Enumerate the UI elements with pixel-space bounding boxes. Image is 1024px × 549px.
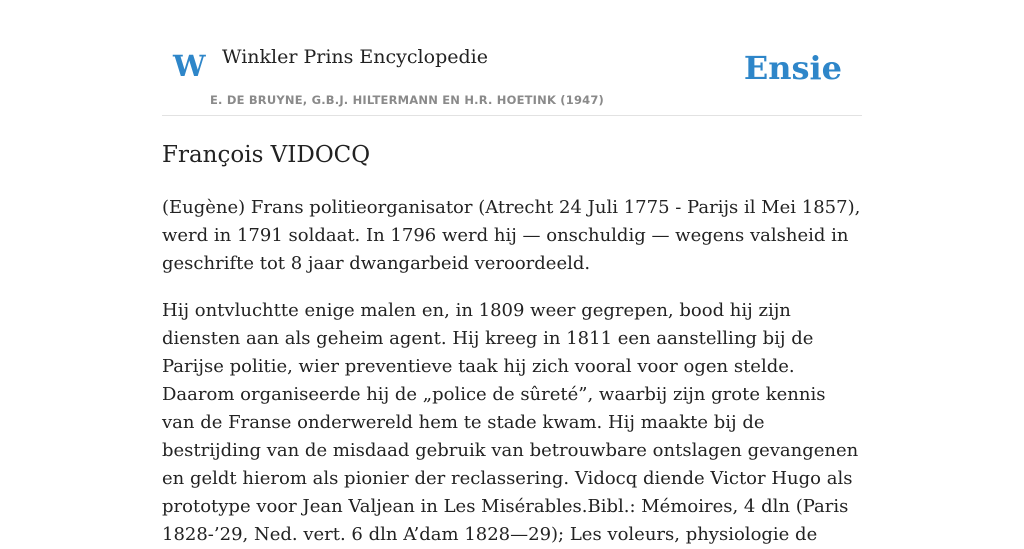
site-authors: E. DE BRUYNE, G.B.J. HILTERMANN EN H.R. HOETINK (1947) [210,93,605,107]
site-header [162,0,862,116]
content-column [162,0,862,549]
article-title: François VIDOCQ [162,142,371,168]
article-paragraph-1: (Eugène) Frans politieorganisator (Atrecht 24 Juli 1775 - Parijs il Mei 1857), werd in 1791 soldaat. In 1796 werd hij — onschuldig — wegens valsheid in geschrifte tot 8 jaar dwangarbeid veroordeeld. [162,196,861,274]
article-paragraph-2: Hij ontvluchtte enige malen en, in 1809 weer gegrepen, bood hij zijn diensten aan als geheim agent. Hij kreeg in 1811 een aanstelling bij de Parijse politie, wier preventieve taak hij zich vooral voor ogen stelde. Daarom organiseerde hij de „police de sûreté”, waarbij zijn grote kennis van de Franse onderwereld hem te stade kwam. Hij maakte bij de bestrijding van de misdaad gebruik van betrouwbare ontslagen gevangenen en geldt hierom als pionier der reclassering. Vidocq diende Victor Hugo als prototype voor Jean Valjean in Les Misérables.Bibl.: Mémoires, 4 dln (Paris 1828-’29, Ned. vert. 6 dln A’dam 1828—29); Les voleurs, physiologie de [162,299,859,545]
ensie-brand-logo[interactable]: Ensie [743,49,842,87]
winkler-prins-logo[interactable]: W [173,49,206,83]
site-title[interactable]: Winkler Prins Encyclopedie [222,46,488,68]
